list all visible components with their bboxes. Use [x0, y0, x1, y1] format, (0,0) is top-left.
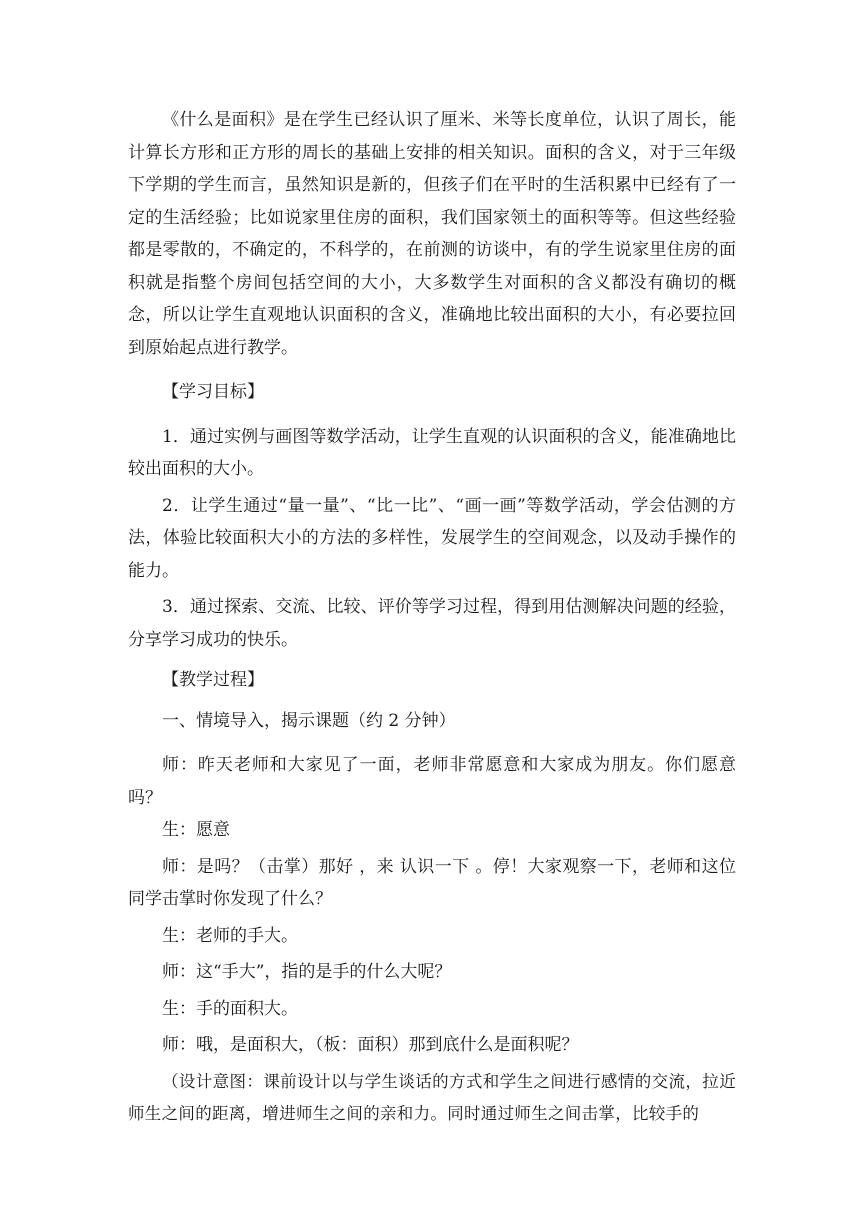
- dialogue-line: 师：这“手大”，指的是手的什么大呢？: [162, 962, 452, 982]
- objectives-heading: 【学习目标】: [162, 382, 264, 402]
- dialogue-line: 生：手的面积大。: [162, 998, 298, 1019]
- process-heading: 【教学过程】: [162, 670, 264, 690]
- design-note: （设计意图：课前设计以与学生谈话的方式和学生之间进行感情的交流，拉近师生之间的距离，增进师生之间的亲和力。同时通过师生之间击掌，比较手的: [128, 1071, 736, 1123]
- dialogue-line: 师：哦，是面积大，（板：面积）那到底什么是面积呢？: [162, 1035, 579, 1055]
- section-title: 一、情境导入，揭示课题（约 2 分钟）: [162, 710, 456, 731]
- objective-item-2: 2．让学生通过“量一量”、“比一比”、“画一画”等数学活动，学会估测的方法，体验比较面积大小的方法的多样性，发展学生的空间观念，以及动手操作的能力。: [128, 495, 736, 581]
- document-body: [128, 104, 736, 1131]
- dialogue-line: 师：是吗？（击掌）那好 ，来 认识一下 。停！大家观察一下，老师和这位同学击掌时你发现了什么？: [128, 856, 736, 909]
- dialogue-line: 师：昨天老师和大家见了一面，老师非常愿意和大家成为朋友。你们愿意吗？: [128, 755, 736, 808]
- dialogue-line: 生：愿意: [162, 820, 230, 840]
- intro-paragraph: 《什么是面积》是在学生已经认识了厘米、米等长度单位，认识了周长，能计算长方形和正方形的周长的基础上安排的相关知识。面积的含义，对于三年级下学期的学生而言，虽然知识是新的，但孩子们在平时的生活积累中已经有了一定的生活经验；比如说家里住房的面积，我们国家领土的面积等等。但这些经验都是零散的，不确定的，不科学的，在前测的访谈中，有的学生说家里住房的面积就是指整个房间包括空间的大小，大多数学生对面积的含义都没有确切的概念，所以让学生直观地认识面积的含义，准确地比较出面积的大小，有必要拉回到原始起点进行教学。: [128, 110, 736, 358]
- objective-item-3: 3．通过探索、交流、比较、评价等学习过程，得到用估测解决问题的经验，分享学习成功的快乐。: [128, 597, 736, 650]
- objective-item-1: 1．通过实例与画图等数学活动，让学生直观的认识面积的含义，能准确地比较出面积的大小。: [128, 426, 736, 479]
- dialogue-line: 生：老师的手大。: [162, 925, 298, 946]
